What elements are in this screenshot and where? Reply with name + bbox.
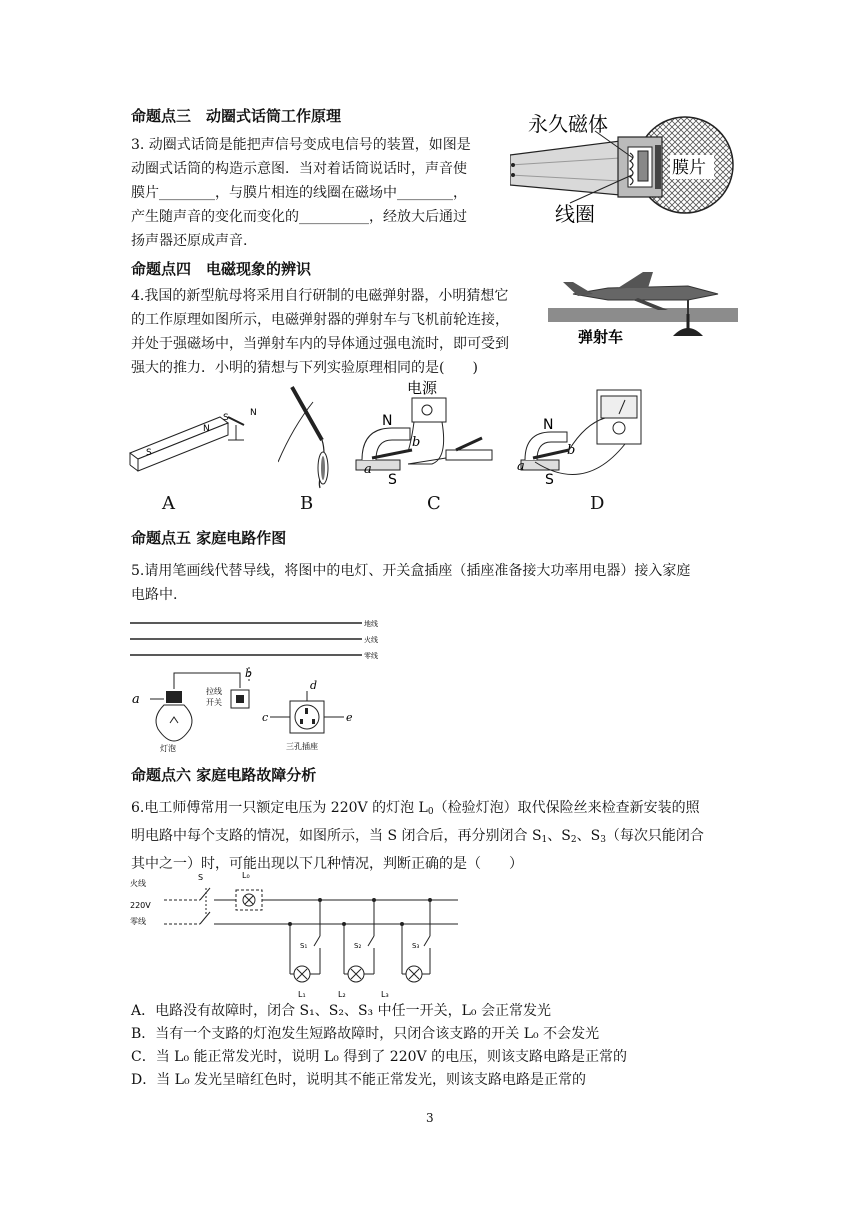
svg-text:b: b (412, 435, 421, 450)
svg-text:N: N (250, 408, 257, 418)
q3-line: 动圈式话筒的构造示意图．当对着话筒说话时，声音使 (131, 161, 467, 177)
q5-line: 5.请用笔画线代替导线，将图中的电灯、开关盒插座（插座准备接大功率用电器）接入家庭 (131, 563, 691, 579)
svg-text:L₁: L₁ (298, 990, 306, 999)
svg-text:S₂: S₂ (354, 942, 362, 950)
q6-line3: 其中之一）时，可能出现以下几种情况，判断正确的是（ ） (131, 856, 523, 872)
svg-text:N: N (203, 424, 210, 434)
svg-text:火线: 火线 (130, 879, 146, 888)
svg-text:S: S (545, 472, 554, 488)
q6-line2: 明电路中每个支路的情况，如图所示，当 S 闭合后，再分别闭合 $S_1$、$S_2$、$S_3$（每次只能闭合 (131, 828, 704, 845)
option-b[interactable]: B．当有一个支路的灯泡发生短路故障时，只闭合该支路的开关 L₀ 不会发光 (131, 1026, 600, 1042)
question6-options (131, 1000, 741, 1092)
svg-text:S: S (223, 413, 229, 423)
svg-text:c: c (262, 711, 269, 724)
svg-text:S₃: S₃ (412, 942, 420, 950)
magnet-label: 永久磁体 (528, 112, 608, 136)
svg-text:L₂: L₂ (338, 990, 346, 999)
catapult-label: 弹射车 (578, 328, 624, 346)
svg-text:零线: 零线 (130, 917, 146, 926)
svg-text:N: N (382, 413, 393, 429)
q3-line: 产生随声音的变化而变化的__________，经放大后通过 (131, 209, 467, 225)
svg-text:220V: 220V (130, 901, 151, 910)
svg-text:L₃: L₃ (381, 990, 389, 999)
svg-text:S₁: S₁ (300, 942, 308, 950)
q4-line: 强大的推力．小明的猜想与下列实验原理相同的是( ) (131, 360, 478, 376)
q3-line: 3. 动圈式话筒是能把声信号变成电信号的装置，如图是 (131, 137, 471, 153)
option-a[interactable]: A．电路没有故障时，闭合 S₁、S₂、S₃ 中任一开关，L₀ 会正常发光 (131, 1003, 551, 1019)
ground-wire-label: 地线 (364, 620, 378, 628)
option-d[interactable]: D．当 L₀ 发光呈暗红色时，说明其不能正常发光，则该支路电路是正常的 (131, 1072, 587, 1088)
membrane-label: 膜片 (672, 158, 706, 178)
svg-text:a: a (364, 462, 372, 477)
svg-text:拉线: 拉线 (206, 687, 222, 696)
lamp-label: 灯泡 (160, 744, 176, 753)
fault-circuit-figure (128, 866, 468, 1004)
option-c[interactable]: C．当 L₀ 能正常发光时，说明 L₀ 得到了 220V 的电压，则该支路电路是正常的 (131, 1049, 628, 1065)
branch-2 (338, 898, 376, 999)
home-circuit-figure (130, 613, 400, 755)
neutral-wire-label: 零线 (364, 652, 378, 660)
section6-heading: 命题点六 家庭电路故障分析 (131, 766, 317, 784)
svg-text:S: S (198, 873, 204, 882)
q3-line: 膜片________，与膜片相连的线圈在磁场中________， (131, 185, 467, 201)
microphone-figure (510, 103, 736, 233)
question3-text (131, 133, 511, 253)
q4-line: 并处于强磁场中，当弹射车内的导体通过强电流时，即可受到 (131, 336, 509, 352)
option-b-label: B (300, 493, 314, 514)
question5-text (131, 559, 731, 607)
coil-label: 线圈 (555, 202, 595, 226)
svg-text:a: a (132, 692, 140, 707)
q6-line1: 6.电工师傅常用一只额定电压为 220V 的灯泡 $L_0$（检验灯泡）取代保险丝来检查新安装的照 (131, 800, 700, 817)
svg-text:d: d (310, 679, 318, 692)
svg-text:a: a (517, 459, 525, 474)
svg-text:L₀: L₀ (242, 871, 250, 880)
q5-line: 电路中. (131, 587, 178, 603)
option-c-figure (352, 378, 502, 490)
section4-heading: 命题点四 电磁现象的辨识 (131, 260, 312, 278)
svg-text:b: b (245, 667, 253, 680)
question4-text (131, 284, 551, 380)
svg-text:电源: 电源 (407, 379, 438, 397)
option-a-figure (128, 395, 268, 505)
svg-text:开关: 开关 (206, 698, 222, 707)
svg-text:e: e (346, 711, 353, 724)
catapult-figure (548, 268, 738, 350)
option-b-figure (278, 382, 348, 492)
section5-heading: 命题点五 家庭电路作图 (131, 529, 287, 547)
question6-text (131, 796, 741, 876)
option-d-figure (515, 384, 655, 490)
option-c-label: C (427, 493, 441, 514)
q4-line: 4.我国的新型航母将采用自行研制的电磁弹射器，小明猜想它 (131, 288, 509, 304)
svg-text:N: N (543, 417, 554, 433)
branch-3 (381, 898, 432, 999)
socket-label: 三孔插座 (286, 742, 318, 751)
page-number: 3 (426, 1111, 434, 1125)
svg-text:S: S (146, 448, 152, 458)
svg-text:S: S (388, 472, 397, 488)
option-a-label: A (162, 493, 175, 514)
option-d-label: D (590, 493, 605, 514)
branch-1 (288, 898, 322, 999)
q4-line: 的工作原理如图所示，电磁弹射器的弹射车与飞机前轮连接， (131, 312, 509, 328)
svg-text:b: b (567, 443, 576, 458)
q3-line: 扬声器还原成声音. (131, 233, 248, 249)
section3-heading: 命题点三 动圈式话筒工作原理 (131, 107, 342, 125)
live-wire-label: 火线 (364, 636, 378, 644)
